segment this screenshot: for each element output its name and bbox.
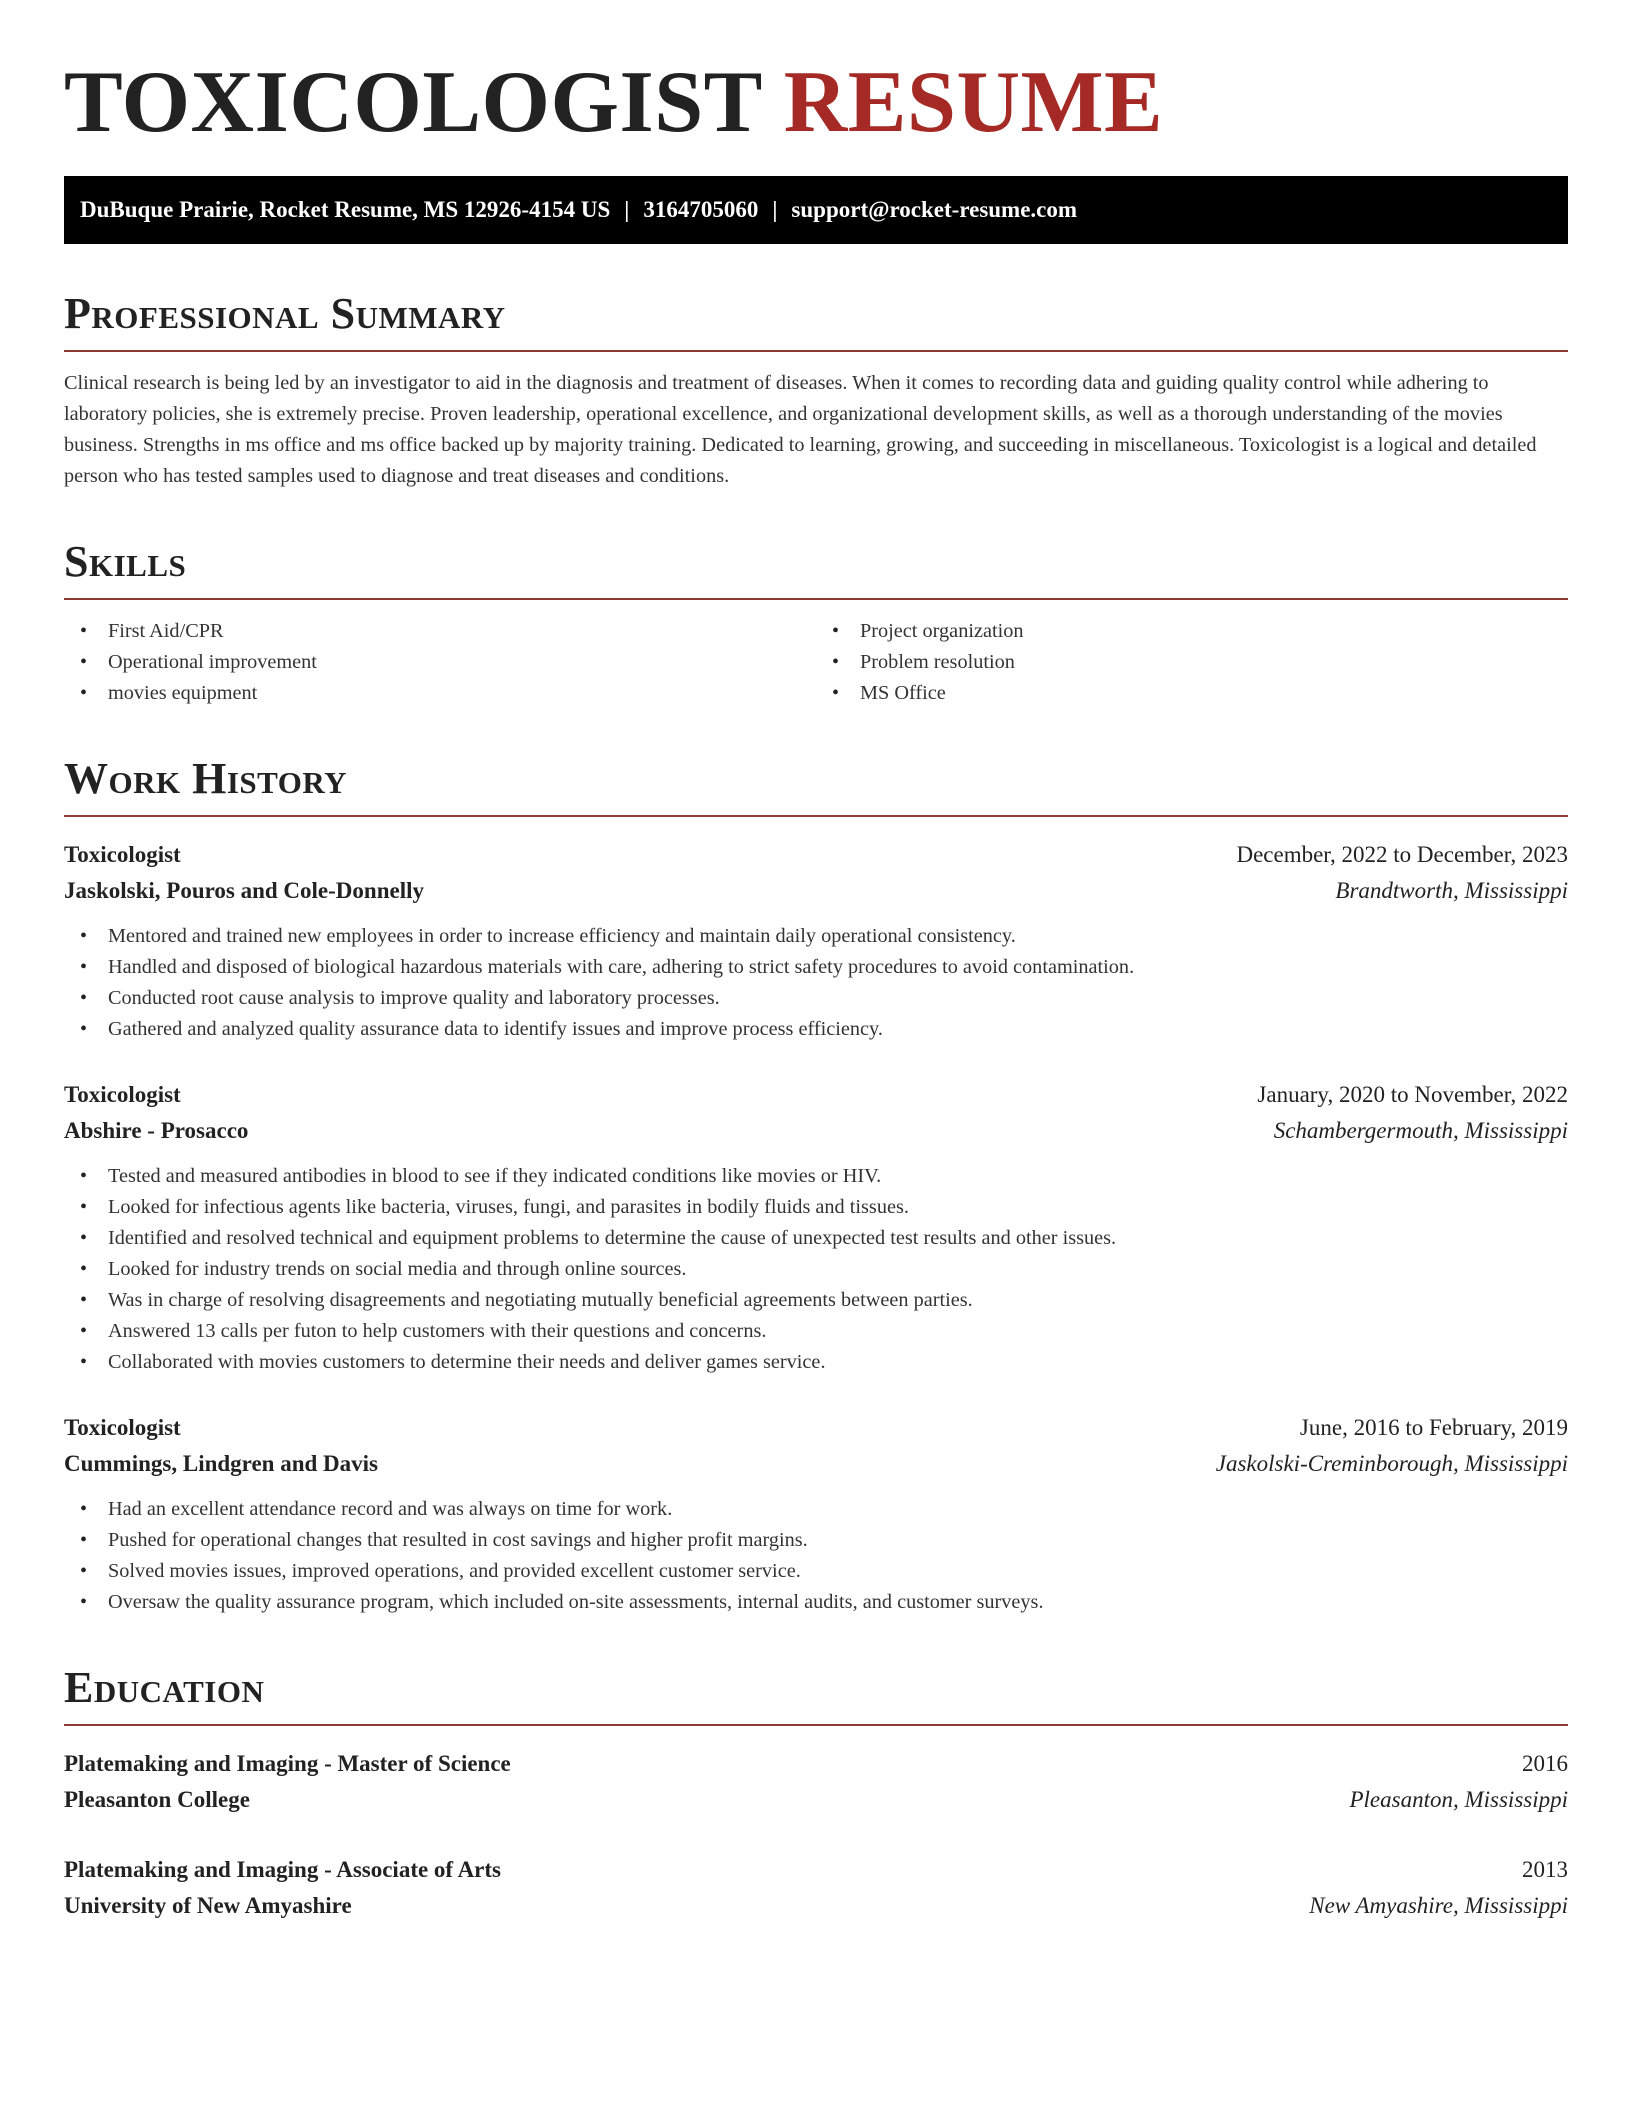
- job-location: Brandtworth, Mississippi: [1335, 878, 1568, 903]
- contact-separator: |: [772, 197, 778, 222]
- job-bullets: [64, 1161, 1568, 1378]
- skills-heading: Skills: [64, 536, 1568, 600]
- title-part-profession: TOXICOLOGIST: [64, 54, 762, 151]
- skill-item: • MS Office: [816, 678, 1568, 709]
- job-location: Jaskolski-Creminborough, Mississippi: [1215, 1451, 1568, 1476]
- job-bullet: • Answered 13 calls per futon to help customers with their questions and concerns.: [64, 1316, 1568, 1347]
- contact-bar: [64, 176, 1568, 244]
- work-history-heading: Work History: [64, 753, 1568, 817]
- job-bullet: • Was in charge of resolving disagreements and negotiating mutually beneficial agreements between parties.: [64, 1285, 1568, 1316]
- job-bullets: [64, 1494, 1568, 1618]
- job-bullet: • Identified and resolved technical and equipment problems to determine the cause of unexpected test results and other issues.: [64, 1223, 1568, 1254]
- job-entry: [64, 1412, 1568, 1618]
- job-title: Toxicologist: [64, 1415, 181, 1440]
- job-bullet: • Oversaw the quality assurance program, which included on-site assessments, internal audits, and customer surveys.: [64, 1587, 1568, 1618]
- job-bullet: • Pushed for operational changes that resulted in cost savings and higher profit margins.: [64, 1525, 1568, 1556]
- job-bullet: • Looked for infectious agents like bacteria, viruses, fungi, and parasites in bodily fluids and tissues.: [64, 1192, 1568, 1223]
- education-year: 2016: [1522, 1751, 1568, 1776]
- job-dates: December, 2022 to December, 2023: [1236, 842, 1568, 867]
- skills-list-left: [64, 616, 816, 709]
- job-bullets: [64, 921, 1568, 1045]
- education-entry: [64, 1854, 1568, 1926]
- skills-section: [64, 536, 1568, 709]
- education-school: University of New Amyashire: [64, 1893, 352, 1918]
- job-bullet: • Solved movies issues, improved operations, and provided excellent customer service.: [64, 1556, 1568, 1587]
- job-entry: [64, 1079, 1568, 1378]
- job-entry: [64, 839, 1568, 1045]
- education-degree: Platemaking and Imaging - Master of Science: [64, 1751, 511, 1776]
- contact-separator: |: [624, 197, 630, 222]
- education-entry: [64, 1748, 1568, 1820]
- resume-title: [64, 0, 1568, 151]
- work-history-section: [64, 753, 1568, 1618]
- contact-email: support@rocket-resume.com: [791, 197, 1078, 222]
- job-bullet: • Gathered and analyzed quality assurance data to identify issues and improve process efficiency.: [64, 1014, 1568, 1045]
- job-bullet: • Tested and measured antibodies in blood to see if they indicated conditions like movies or HIV.: [64, 1161, 1568, 1192]
- summary-heading: Professional Summary: [64, 288, 1568, 352]
- job-location: Schambergermouth, Mississippi: [1273, 1118, 1568, 1143]
- education-year: 2013: [1522, 1857, 1568, 1882]
- job-bullet: • Conducted root cause analysis to improve quality and laboratory processes.: [64, 983, 1568, 1014]
- job-bullet: • Handled and disposed of biological hazardous materials with care, adhering to strict safety procedures to avoid contamination.: [64, 952, 1568, 983]
- skill-item: • Operational improvement: [64, 647, 816, 678]
- skill-item: • First Aid/CPR: [64, 616, 816, 647]
- summary-section: [64, 288, 1568, 492]
- job-dates: June, 2016 to February, 2019: [1299, 1415, 1568, 1440]
- education-heading: Education: [64, 1662, 1568, 1726]
- job-title: Toxicologist: [64, 842, 181, 867]
- contact-address: DuBuque Prairie, Rocket Resume, MS 12926-4154 US: [80, 197, 611, 222]
- job-title: Toxicologist: [64, 1082, 181, 1107]
- job-bullet: • Had an excellent attendance record and was always on time for work.: [64, 1494, 1568, 1525]
- job-company: Jaskolski, Pouros and Cole-Donnelly: [64, 878, 424, 903]
- education-location: Pleasanton, Mississippi: [1349, 1787, 1568, 1812]
- job-bullet: • Mentored and trained new employees in order to increase efficiency and maintain daily operational consistency.: [64, 921, 1568, 952]
- title-part-resume: RESUME: [783, 54, 1164, 151]
- education-section: [64, 1662, 1568, 1926]
- summary-text: Clinical research is being led by an investigator to aid in the diagnosis and treatment of diseases. When it comes to recording data and guiding quality control while adhering to laboratory policies, she is extremely precise. Proven leadership, operational excellence, and organizational development skills, as well as a thorough understanding of the movies business. Strengths in ms office and ms office backed up by majority training. Dedicated to learning, growing, and succeeding in miscellaneous. Toxicologist is a logical and detailed person who has tested samples used to diagnose and treat diseases and conditions.: [64, 372, 1537, 487]
- education-degree: Platemaking and Imaging - Associate of Arts: [64, 1857, 501, 1882]
- skill-item: • Project organization: [816, 616, 1568, 647]
- job-bullet: • Looked for industry trends on social media and through online sources.: [64, 1254, 1568, 1285]
- skill-item: • movies equipment: [64, 678, 816, 709]
- education-school: Pleasanton College: [64, 1787, 250, 1812]
- contact-phone: 3164705060: [643, 197, 759, 222]
- job-company: Cummings, Lindgren and Davis: [64, 1451, 378, 1476]
- job-dates: January, 2020 to November, 2022: [1257, 1082, 1568, 1107]
- skill-item: • Problem resolution: [816, 647, 1568, 678]
- job-company: Abshire - Prosacco: [64, 1118, 249, 1143]
- job-bullet: • Collaborated with movies customers to determine their needs and deliver games service.: [64, 1347, 1568, 1378]
- education-location: New Amyashire, Mississippi: [1309, 1893, 1568, 1918]
- skills-list-right: [816, 616, 1568, 709]
- skills-columns: [64, 616, 1568, 709]
